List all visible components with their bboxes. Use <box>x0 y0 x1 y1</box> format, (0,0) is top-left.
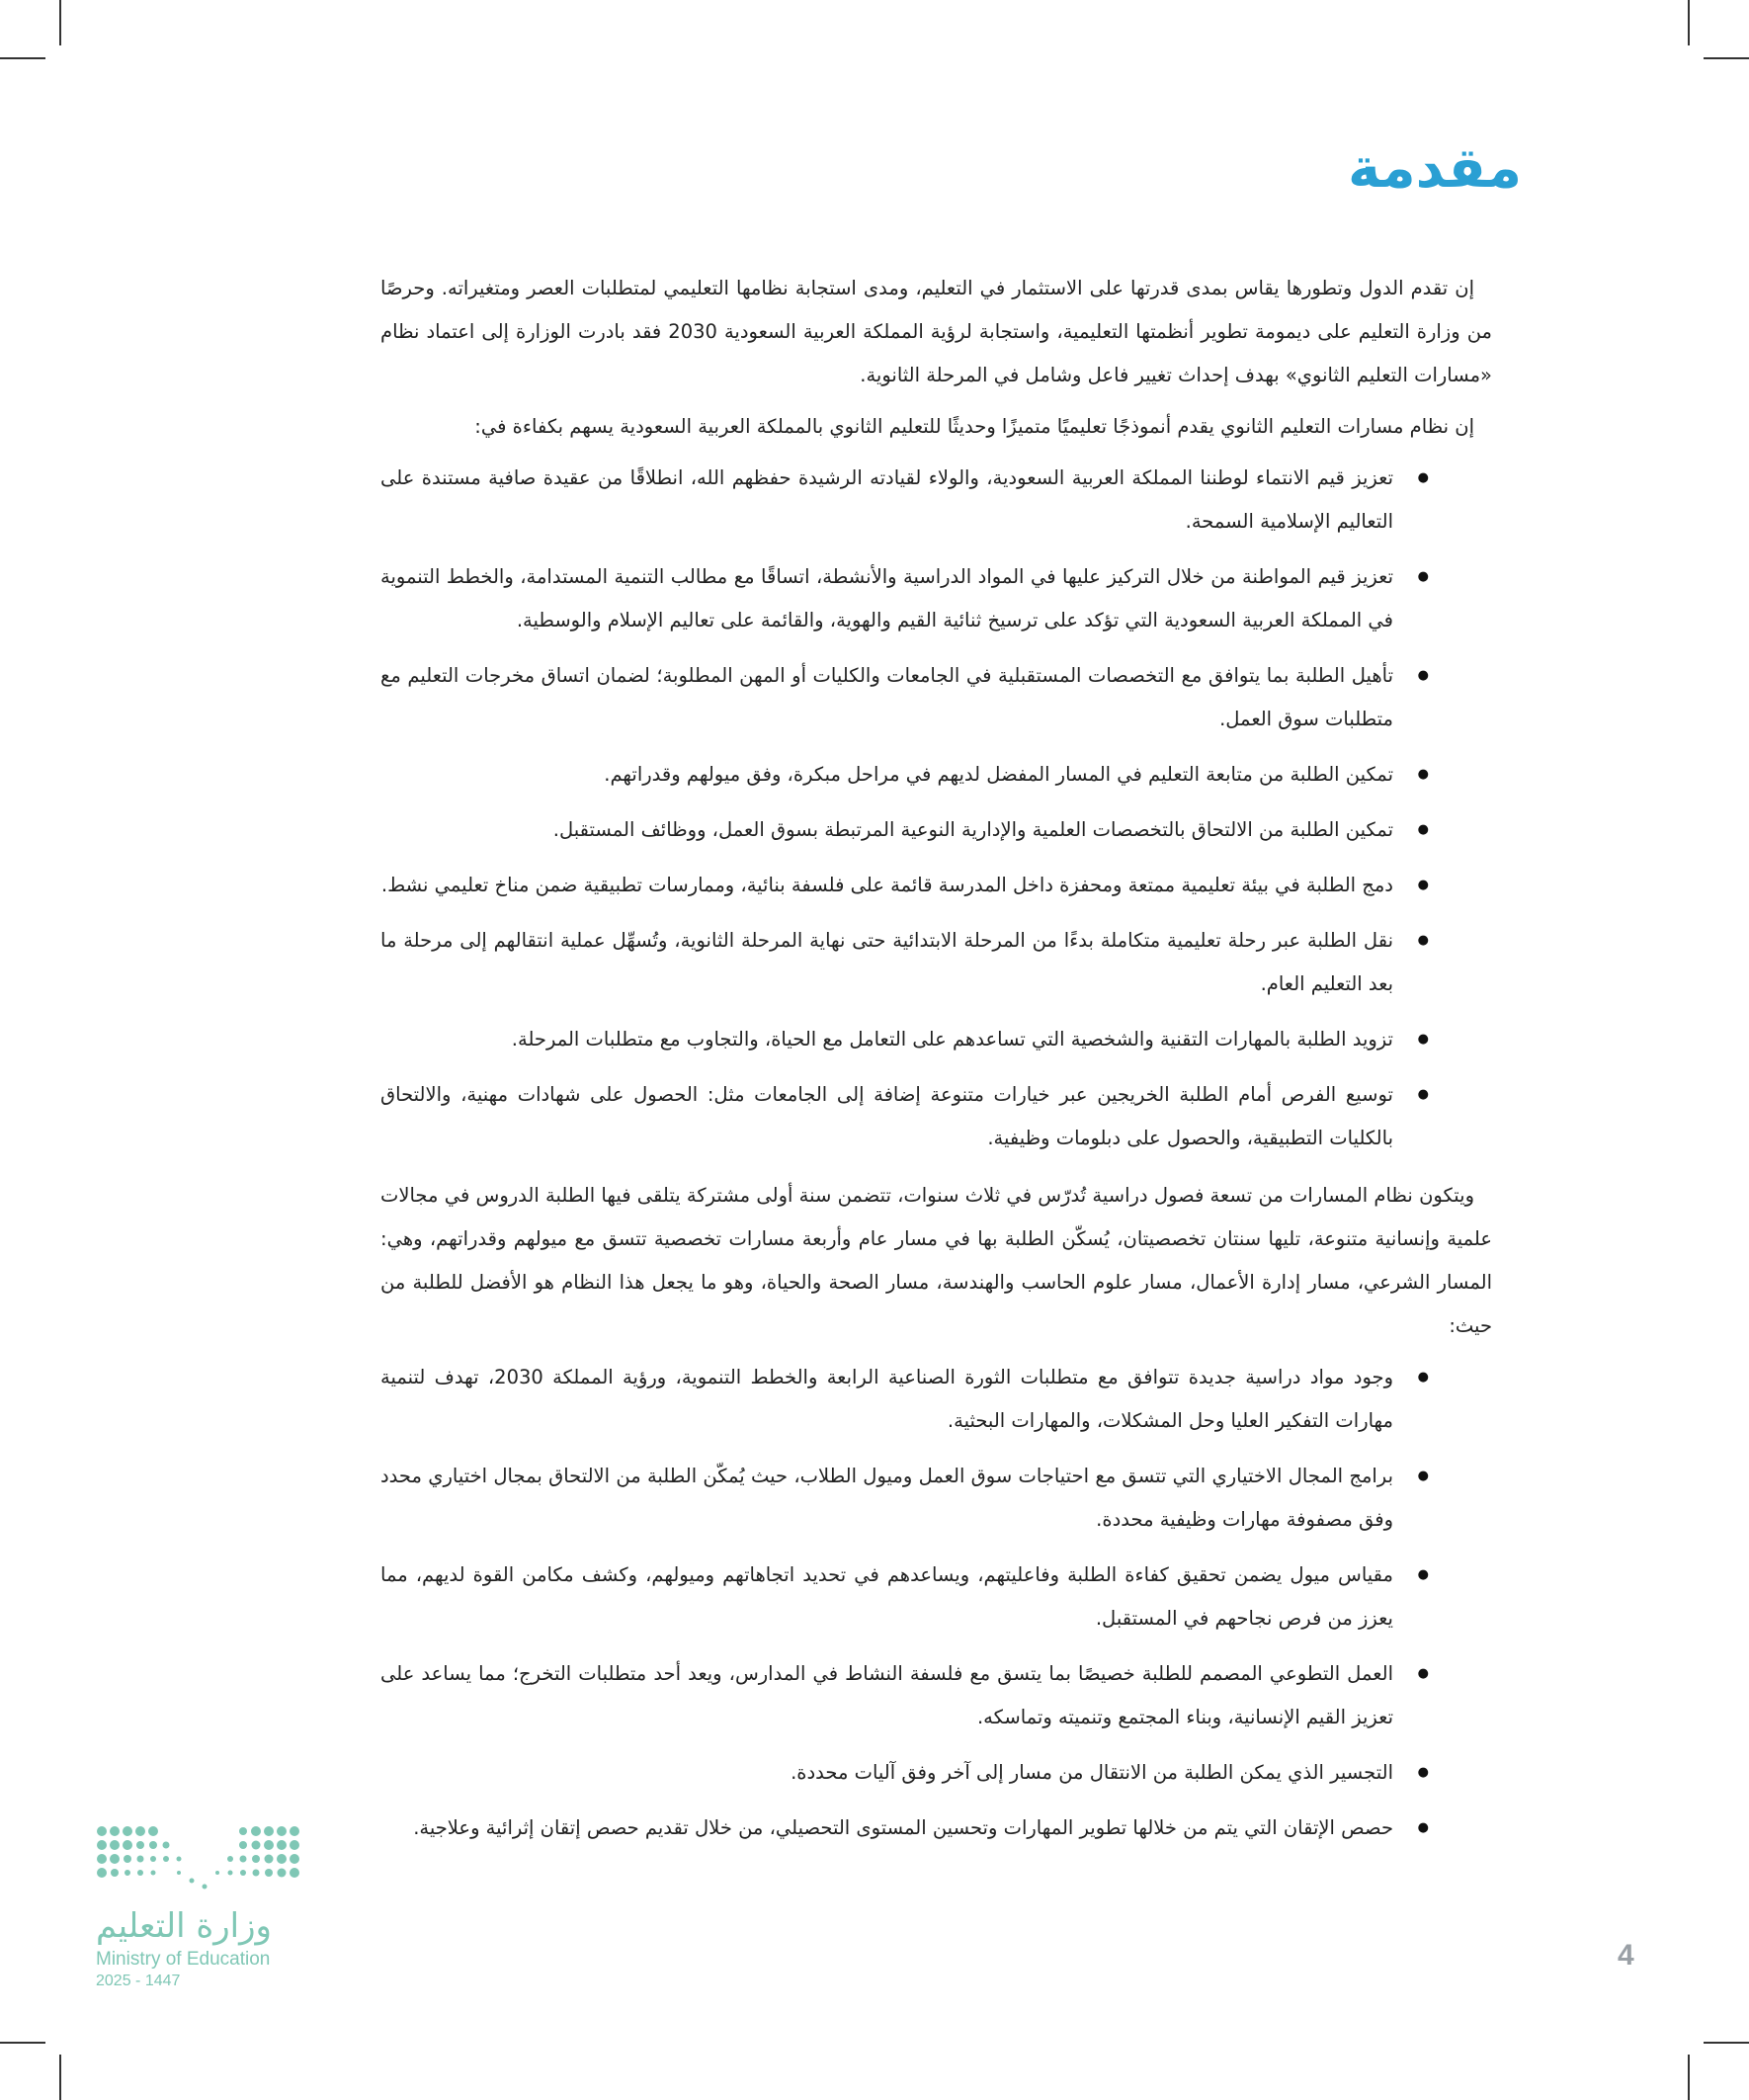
edition-year: 2025 - 1447 <box>96 1973 181 1990</box>
advantages-list <box>380 1356 1492 1850</box>
list-item: ● توسيع الفرص أمام الطلبة الخريجين عبر خيارات متنوعة إضافة إلى الجامعات مثل: الحصول على شهادات مهنية، والالتحاق بالكليات التطبيقية، والحصول على دبلومات وظيفية. <box>380 1073 1393 1160</box>
goals-list <box>380 457 1492 1160</box>
list-item: ● تعزيز قيم المواطنة من خلال التركيز عليها في المواد الدراسية والأنشطة، اتساقًا مع مطالب التنمية المستدامة، والخطط التنموية في المملكة العربية السعودية التي تؤكد على ترسيخ ثنائية القيم والهوية، والقائمة على تعاليم الإسلام والوسطية. <box>380 555 1393 642</box>
intro-paragraph: إن تقدم الدول وتطورها يقاس بمدى قدرتها على الاستثمار في التعليم، ومدى استجابة نظامها التعليمي لمتطلبات العصر ومتغيراته. وحرصًا من وزارة التعليم على ديمومة تطوير أنظمتها التعليمية، واستجابة لرؤية المملكة العربية السعودية 2030 فقد بادرت الوزارة إلى اعتماد نظام «مسارات التعليم الثانوي» بهدف إحداث تغيير فاعل وشامل في المرحلة الثانوية. <box>380 277 1492 386</box>
list-item: ● وجود مواد دراسية جديدة تتوافق مع متطلبات الثورة الصناعية الرابعة والخطط التنموية، ورؤية المملكة 2030، تهدف لتنمية مهارات التفكير العليا وحل المشكلات، والمهارات البحثية. <box>380 1356 1393 1443</box>
list-item: ● تمكين الطلبة من متابعة التعليم في المسار المفضل لديهم في مراحل مبكرة، وفق ميولهم وقدراتهم. <box>380 753 1393 797</box>
crop-mark <box>1704 2042 1749 2044</box>
page-title: مقدمة <box>1348 136 1522 201</box>
list-item: ● مقياس ميول يضمن تحقيق كفاءة الطلبة وفاعليتهم، ويساعدهم في تحديد اتجاهاتهم وميولهم، وكشف مكامن القوة لديهم، مما يعزز من فرص نجاحهم في المستقبل. <box>380 1554 1393 1640</box>
list-item: ● برامج المجال الاختياري التي تتسق مع احتياجات سوق العمل وميول الطلاب، حيث يُمكّن الطلبة من الالتحاق بمجال اختياري محدد وفق مصفوفة مهارات وظيفية محددة. <box>380 1455 1393 1542</box>
crop-mark <box>0 57 45 59</box>
list-item: ● دمج الطلبة في بيئة تعليمية ممتعة ومحفزة داخل المدرسة قائمة على فلسفة بنائية، وممارسات تطبيقية ضمن مناخ تعليمي نشط. <box>380 864 1393 907</box>
list-item: ● تعزيز قيم الانتماء لوطننا المملكة العربية السعودية، والولاء لقيادته الرشيدة حفظهم الله، انطلاقًا من عقيدة صافية مستندة على التعاليم الإسلامية السمحة. <box>380 457 1393 544</box>
list-item: ● حصص الإتقان التي يتم من خلالها تطوير المهارات وتحسين المستوى التحصيلي، من خلال تقديم حصص إتقان إثرائية وعلاجية. <box>380 1806 1393 1850</box>
crop-mark <box>0 2042 45 2044</box>
crop-mark <box>59 0 61 45</box>
crop-mark <box>1688 0 1690 45</box>
crop-mark <box>1704 57 1749 59</box>
list-item: ● تمكين الطلبة من الالتحاق بالتخصصات العلمية والإدارية النوعية المرتبطة بسوق العمل، ووظائف المستقبل. <box>380 808 1393 852</box>
list-item: ● تزويد الطلبة بالمهارات التقنية والشخصية التي تساعدهم على التعامل مع الحياة، والتجاوب مع متطلبات المرحلة. <box>380 1018 1393 1061</box>
ministry-dots-icon <box>96 1823 307 1894</box>
ministry-logo <box>96 1823 313 1990</box>
document-body <box>380 267 1492 1864</box>
page-number: 4 <box>1618 1939 1634 1972</box>
crop-mark <box>1688 2055 1690 2100</box>
list-item: ● تأهيل الطلبة بما يتوافق مع التخصصات المستقبلية في الجامعات والكليات أو المهن المطلوبة؛ لضمان اتساق مخرجات التعليم مع متطلبات سوق العمل. <box>380 654 1393 741</box>
list-item: ● العمل التطوعي المصمم للطلبة خصيصًا بما يتسق مع فلسفة النشاط في المدارس، ويعد أحد متطلبات التخرج؛ مما يساعد على تعزيز القيم الإنسانية، وبناء المجتمع وتنميته وتماسكه. <box>380 1652 1393 1739</box>
tracks-paragraph: ويتكون نظام المسارات من تسعة فصول دراسية تُدرّس في ثلاث سنوات، تتضمن سنة أولى مشتركة يتلقى فيها الطلبة الدروس في مجالات علمية وإنسانية متنوعة، تليها سنتان تخصصيتان، يُسكّن الطلبة بها في مسار عام وأربعة مسارات تخصصية تتسق مع ميولهم وقدراتهم، وهي: المسار الشرعي، مسار إدارة الأعمال، مسار علوم الحاسب والهندسة، مسار الصحة والحياة، وهو ما يجعل هذا النظام هو الأفضل للطلبة من حيث: <box>380 1184 1492 1337</box>
list-item: ● التجسير الذي يمكن الطلبة من الانتقال من مسار إلى آخر وفق آليات محددة. <box>380 1751 1393 1795</box>
crop-mark <box>59 2055 61 2100</box>
ministry-name-english: Ministry of Education <box>96 1949 271 1971</box>
intro-paragraph: إن نظام مسارات التعليم الثانوي يقدم أنموذجًا تعليميًا متميزًا وحديثًا للتعليم الثانوي بالمملكة العربية السعودية يسهم بكفاءة في: <box>474 415 1474 438</box>
ministry-name-arabic: وزارة التعليم <box>96 1906 272 1946</box>
list-item: ● نقل الطلبة عبر رحلة تعليمية متكاملة بدءًا من المرحلة الابتدائية حتى نهاية المرحلة الثانوية، وتُسهِّل عملية انتقالهم إلى مرحلة ما بعد التعليم العام. <box>380 919 1393 1006</box>
